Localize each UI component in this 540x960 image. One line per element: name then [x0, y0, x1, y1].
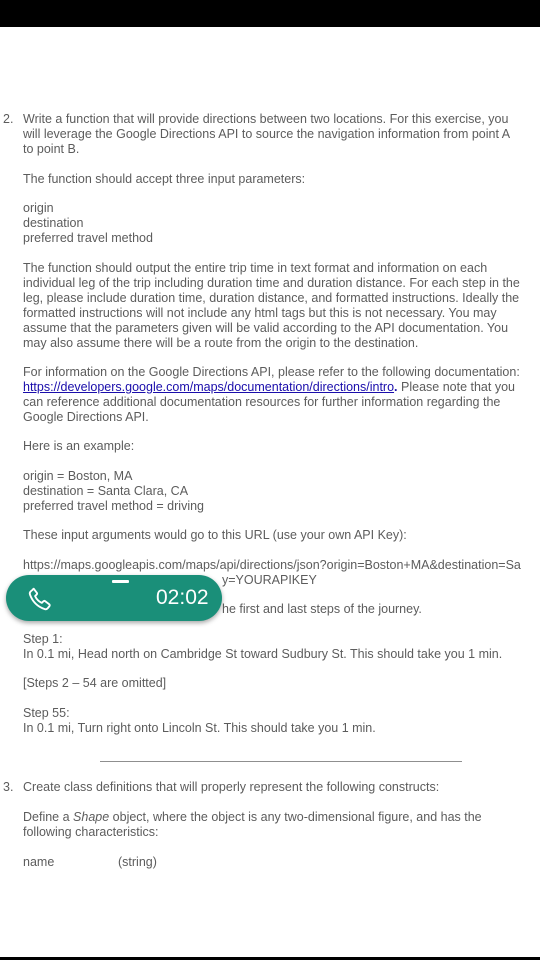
- attribute-name: name: [23, 855, 55, 869]
- question-3-number: 3.: [3, 780, 14, 794]
- output-line: assume that the parameters given will be valid according to the API documentation. You: [23, 321, 509, 335]
- shape-definition-line: following characteristics:: [23, 825, 159, 839]
- drag-handle[interactable]: [112, 580, 129, 583]
- shape-define-pre: Define a: [23, 810, 74, 824]
- call-timer: 02:02: [156, 586, 209, 609]
- api-url-line-partial: y=YOURAPIKEY: [222, 573, 317, 587]
- shape-definition-line: [23, 810, 482, 825]
- output-line: individual leg of the trip including duration time and duration distance. For each step in the: [23, 276, 520, 290]
- step-55-label: Step 55:: [23, 706, 70, 720]
- question-2-line: to point B.: [23, 142, 80, 156]
- output-line: The function should output the entire trip time in text format and information on each: [23, 261, 488, 275]
- step-1-text: In 0.1 mi, Head north on Cambridge St toward Sudbury St. This should take you 1 min.: [23, 647, 503, 661]
- example-line: destination = Santa Clara, CA: [23, 484, 189, 498]
- example-intro: Here is an example:: [23, 439, 135, 453]
- info-line: Google Directions API.: [23, 410, 149, 424]
- output-line: leg, please include duration time, duration distance, and formatted instructions. Ideally the: [23, 291, 520, 305]
- output-line: may also assume there will be a route from the origin to the destination.: [23, 336, 419, 350]
- question-2-line: Write a function that will provide directions between two locations. For this exercise, you: [23, 112, 509, 126]
- example-line: preferred travel method = driving: [23, 499, 204, 513]
- info-line-rest: Please note that you: [397, 380, 515, 394]
- args-intro: These input arguments would go to this URL (use your own API Key):: [23, 528, 407, 542]
- status-bar: [0, 0, 540, 27]
- phone-icon: [26, 585, 54, 613]
- section-divider: [100, 761, 462, 762]
- param-item: preferred travel method: [23, 231, 153, 245]
- info-line-with-link: [23, 380, 515, 395]
- info-line: For information on the Google Directions API, please refer to the following documentation:: [23, 365, 520, 379]
- param-item: origin: [23, 201, 54, 215]
- params-intro: The function should accept three input parameters:: [23, 172, 306, 186]
- link-period: .: [394, 380, 398, 394]
- steps-omitted: [Steps 2 – 54 are omitted]: [23, 676, 167, 690]
- step-55-text: In 0.1 mi, Turn right onto Lincoln St. This should take you 1 min.: [23, 721, 376, 735]
- question-2-number: 2.: [3, 112, 14, 126]
- directions-doc-link[interactable]: https://developers.google.com/maps/documentation/directions/intro: [23, 380, 395, 394]
- api-url-line: https://maps.googleapis.com/maps/api/directions/json?origin=Boston+MA&destination=Sa: [23, 558, 521, 572]
- step-1-label: Step 1:: [23, 632, 63, 646]
- partial-line: he first and last steps of the journey.: [222, 602, 422, 616]
- attribute-type: (string): [118, 855, 157, 869]
- info-line: can reference additional documentation resources for further information regarding the: [23, 395, 501, 409]
- param-item: destination: [23, 216, 84, 230]
- output-line: formatted instructions will not include any html tags but this is not necessary. You may: [23, 306, 497, 320]
- shape-define-post: object, where the object is any two-dimensional figure, and has the: [109, 810, 482, 824]
- ongoing-call-pill[interactable]: [6, 575, 222, 621]
- shape-term: Shape: [73, 810, 110, 824]
- question-2-line: will leverage the Google Directions API to source the navigation information from point A: [23, 127, 511, 141]
- example-line: origin = Boston, MA: [23, 469, 133, 483]
- question-3-intro: Create class definitions that will properly represent the following constructs:: [23, 780, 440, 794]
